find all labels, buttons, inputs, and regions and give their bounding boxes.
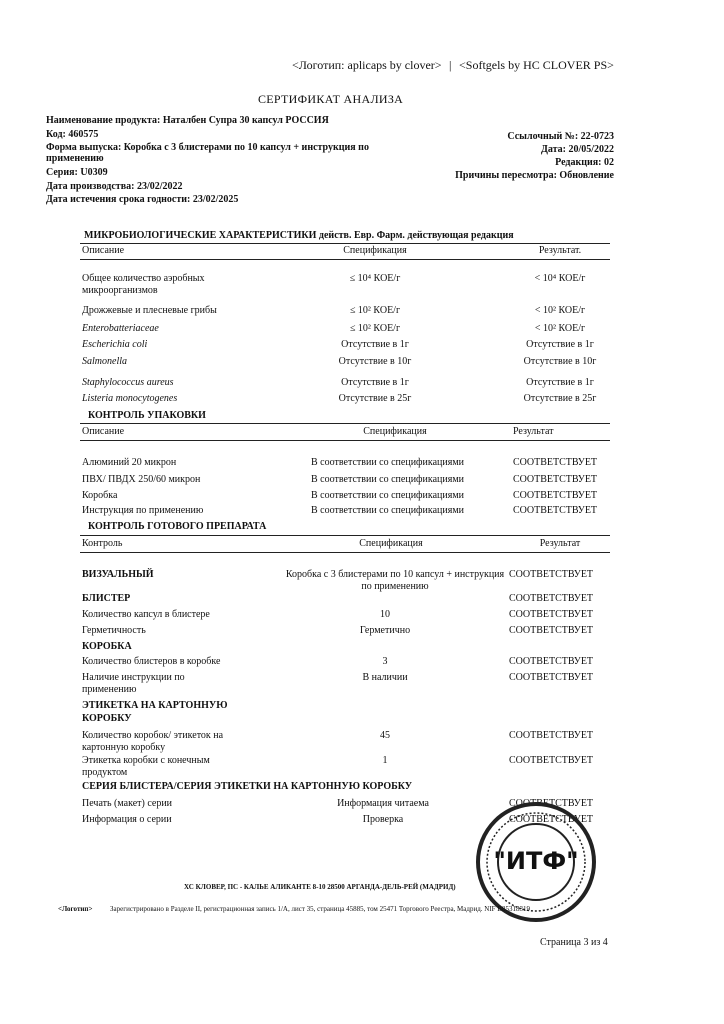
batch-print-desc: Печать (макет) серии [82, 798, 173, 809]
micro-row-result: < 10² КОЕ/г [534, 305, 586, 316]
packaging-row-desc: ПВХ/ ПВДХ 250/60 микрон [82, 474, 201, 485]
product-name: Наименование продукта: Наталбен Супра 30 капсул РОССИЯ [46, 115, 329, 126]
packaging-section-title: КОНТРОЛЬ УПАКОВКИ [88, 410, 206, 421]
micro-col-specification: Спецификация [343, 245, 407, 256]
batch-series: Серия: U0309 [46, 167, 108, 178]
micro-row-spec: Отсутствие в 1г [341, 339, 409, 350]
micro-row-spec: Отсутствие в 1г [341, 377, 409, 388]
page-number: Страница 3 из 4 [540, 937, 608, 948]
micro-row-desc: Общее количество аэробных микроорганизмов [82, 273, 205, 296]
packaging-row-desc: Инструкция по применению [82, 505, 204, 516]
packaging-title-rule [80, 423, 610, 424]
footer-logo: <Логотип> [58, 905, 93, 913]
blister-result: СООТВЕТСТВУЕТ [509, 593, 594, 604]
boxes-per-carton-spec: 45 [380, 730, 390, 741]
micro-row-desc: Enterobatteriaceae [82, 323, 159, 334]
micro-col-description: Описание [82, 245, 125, 256]
visual-spec: Коробка с 3 блистерами по 10 капсул + инструкция по применению [285, 569, 505, 592]
footer-registration: Зарегистрировано в Разделе II, регистрационная запись 1/А, лист 35, страница 45885, том 25471 Торгового Реестра, Мадрид. NIF B85318319 [110, 905, 530, 913]
packaging-row-desc: Коробка [82, 490, 118, 501]
document-title: СЕРТИФИКАТ АНАЛИЗА [258, 92, 404, 106]
visual-result: СООТВЕТСТВУЕТ [509, 569, 594, 580]
reference-number: Ссылочный №: 22-0723 [507, 131, 614, 142]
micro-row-desc: Listeria monocytogenes [82, 393, 178, 404]
micro-header-rule [80, 259, 610, 260]
release-form: Форма выпуска: Коробка с 3 блистерами по 10 капсул + инструкция по применению [46, 142, 369, 164]
finished-col-control: Контроль [82, 538, 123, 549]
finished-title-rule [80, 535, 610, 536]
blister-heading: БЛИСТЕР [82, 593, 131, 604]
packaging-row-spec: В соответствии со спецификациями [311, 474, 465, 485]
packaging-row-spec: В соответствии со спецификациями [311, 505, 465, 516]
batch-info-spec: Проверка [362, 814, 404, 825]
packaging-row-desc: Алюминий 20 микрон [82, 457, 177, 468]
finished-col-specification: Спецификация [359, 538, 423, 549]
revision-reason: Причины пересмотра: Обновление [455, 170, 614, 181]
box-heading: КОРОБКА [82, 641, 132, 652]
micro-row-spec: ≤ 10² КОЕ/г [349, 305, 401, 316]
capsules-per-blister-spec: 10 [380, 609, 390, 620]
production-date: Дата производства: 23/02/2022 [46, 181, 183, 192]
carton-label-heading: ЭТИКЕТКА НА КАРТОННУЮ КОРОБКУ [82, 700, 228, 724]
brand-text: <Softgels by HC CLOVER PS> [459, 58, 614, 72]
expiry-date: Дата истечения срока годности: 23/02/2025 [46, 194, 239, 205]
footer-company: ХС КЛОВЕР, ПС - КАЛЬЕ АЛИКАНТЕ 8-10 28500 АРГАНДА-ДЕЛЬ-РЕЙ (МАДРИД) [184, 883, 456, 891]
micro-row-spec: Отсутствие в 10г [338, 356, 412, 367]
packaging-row-spec: В соответствии со спецификациями [311, 490, 465, 501]
blisters-per-box-desc: Количество блистеров в коробке [82, 656, 221, 667]
instruction-presence-result: СООТВЕТСТВУЕТ [509, 672, 594, 683]
final-box-label-spec: 1 [382, 755, 388, 766]
packaging-col-specification: Спецификация [363, 426, 427, 437]
packaging-row-result: СООТВЕТСТВУЕТ [513, 457, 598, 468]
packaging-row-result: СООТВЕТСТВУЕТ [513, 505, 598, 516]
seal-spec: Герметично [359, 625, 411, 636]
micro-row-desc: Escherichia coli [82, 339, 148, 350]
boxes-per-carton-desc: Количество коробок/ этикеток на картонную коробку [82, 730, 224, 753]
boxes-per-carton-result: СООТВЕТСТВУЕТ [509, 730, 594, 741]
finished-header-rule [80, 552, 610, 553]
micro-row-result: Отсутствие в 1г [526, 339, 594, 350]
packaging-row-result: СООТВЕТСТВУЕТ [513, 474, 598, 485]
micro-row-desc: Staphylococcus aureus [82, 377, 174, 388]
micro-row-spec: ≤ 10⁴ КОЕ/г [349, 273, 401, 284]
batch-info-desc: Информация о серии [82, 814, 172, 825]
micro-section-title: МИКРОБИОЛОГИЧЕСКИЕ ХАРАКТЕРИСТИКИ действ. Евр. Фарм. действующая редакция [84, 230, 514, 241]
instruction-presence-spec: В наличии [362, 672, 408, 683]
micro-row-spec: ≤ 10² КОЕ/г [349, 323, 401, 334]
packaging-row-result: СООТВЕТСТВУЕТ [513, 490, 598, 501]
logo-placeholder-text: <Логотип: aplicaps by clover> [292, 58, 442, 72]
packaging-col-description: Описание [82, 426, 125, 437]
blisters-per-box-result: СООТВЕТСТВУЕТ [509, 656, 594, 667]
document-date: Дата: 20/05/2022 [540, 144, 614, 155]
finished-col-result: Результат [539, 538, 581, 549]
batch-info-result: СООТВЕТСТВУЕТ [509, 814, 594, 825]
final-box-label-desc: Этикетка коробки с конечным продуктом [82, 755, 210, 778]
micro-row-desc: Salmonella [82, 356, 127, 367]
micro-row-spec: Отсутствие в 25г [338, 393, 412, 404]
final-box-label-result: СООТВЕТСТВУЕТ [509, 755, 594, 766]
micro-row-result: Отсутствие в 10г [523, 356, 597, 367]
packaging-row-spec: В соответствии со спецификациями [311, 457, 465, 468]
micro-row-result: Отсутствие в 25г [523, 393, 597, 404]
visual-label: ВИЗУАЛЬНЫЙ [82, 569, 154, 580]
capsules-per-blister-result: СООТВЕТСТВУЕТ [509, 609, 594, 620]
instruction-presence-desc: Наличие инструкции по применению [82, 672, 185, 695]
micro-row-result: < 10⁴ КОЕ/г [534, 273, 586, 284]
product-code: Код: 460575 [46, 129, 99, 140]
seal-result: СООТВЕТСТВУЕТ [509, 625, 594, 636]
revision-number: Редакция: 02 [555, 157, 614, 168]
packaging-col-result: Результат [513, 426, 554, 437]
blisters-per-box-spec: 3 [382, 656, 388, 667]
finished-section-title: КОНТРОЛЬ ГОТОВОГО ПРЕПАРАТА [88, 521, 267, 532]
stamp-text: "ИТФ" [493, 847, 579, 875]
micro-col-result: Результат. [538, 245, 582, 256]
micro-title-rule [80, 243, 610, 244]
packaging-header-rule [80, 440, 610, 441]
micro-row-result: < 10² КОЕ/г [534, 323, 586, 334]
header-separator: | [449, 58, 452, 72]
seal-desc: Герметичность [82, 625, 146, 636]
batch-label-heading: СЕРИЯ БЛИСТЕРА/СЕРИЯ ЭТИКЕТКИ НА КАРТОННУЮ КОРОБКУ [82, 781, 413, 792]
micro-row-result: Отсутствие в 1г [526, 377, 594, 388]
micro-row-desc: Дрожжевые и плесневые грибы [82, 305, 217, 316]
batch-print-spec: Информация читаема [337, 798, 429, 809]
batch-print-result: СООТВЕТСТВУЕТ [509, 798, 594, 809]
capsules-per-blister-desc: Количество капсул в блистере [82, 609, 210, 620]
